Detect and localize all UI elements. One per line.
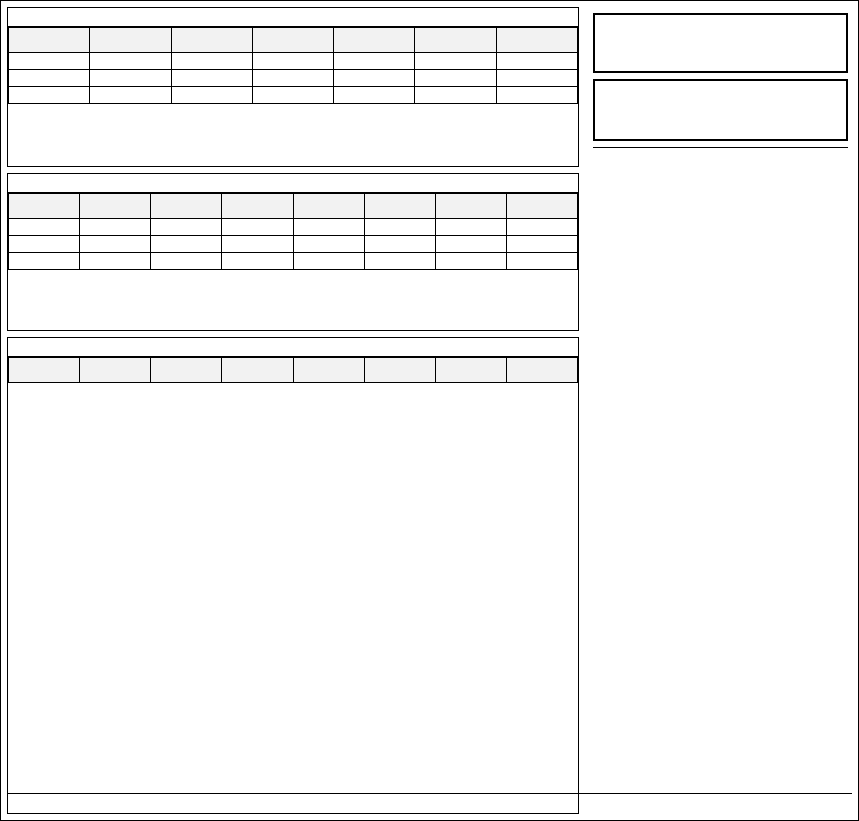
section-2 <box>7 173 579 331</box>
section-1-table <box>8 27 578 104</box>
publication-dates <box>7 793 852 816</box>
property-tables-column <box>7 7 579 816</box>
section-3 <box>7 337 579 814</box>
section-1 <box>7 7 579 167</box>
notice-subheading <box>593 79 848 141</box>
section-1-title <box>8 8 578 27</box>
notice-text-column <box>587 7 854 816</box>
notice-heading <box>593 13 848 73</box>
section-2-title <box>8 174 578 193</box>
section-3-title <box>8 338 578 357</box>
notice-body <box>593 147 848 758</box>
section-3-table <box>8 357 578 383</box>
section-2-table <box>8 193 578 270</box>
